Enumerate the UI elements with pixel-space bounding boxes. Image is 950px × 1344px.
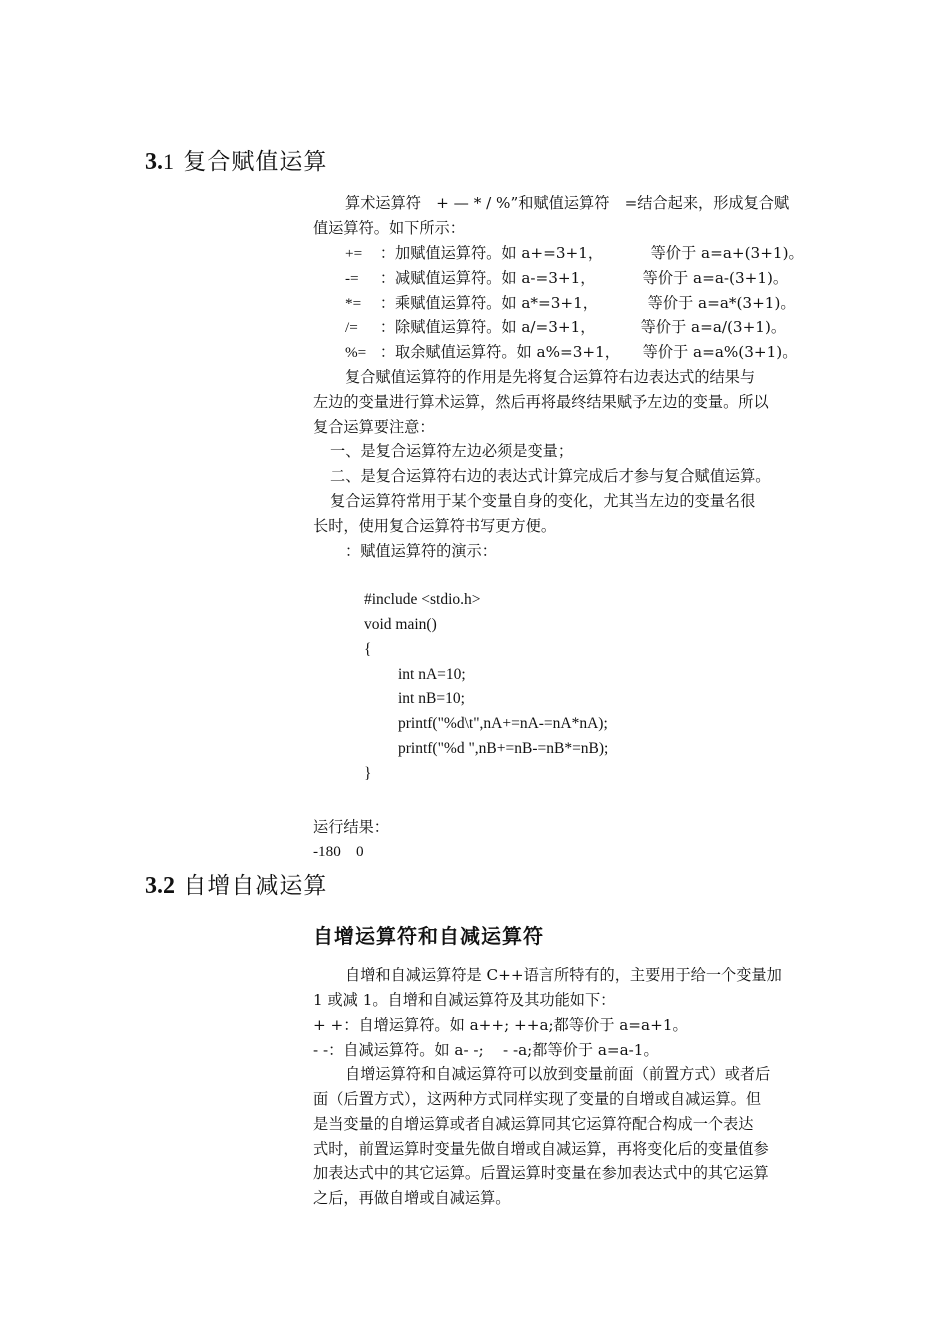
demo-label: ：赋值运算符的演示：	[345, 542, 497, 560]
operator-row	[345, 342, 797, 363]
decrement-line: - -：自减运算符。如 a- -; - -a;都等价于 a=a-1。	[313, 1041, 659, 1059]
operator-desc: ：取余赋值运算符。如 a%=3+1，	[379, 343, 620, 361]
operator-desc: ：乘赋值运算符。如 a*=3+1，	[379, 294, 598, 312]
code-line: }	[364, 765, 372, 782]
operator-row	[345, 293, 796, 314]
subsection-heading: 自增运算符和自减运算符	[313, 924, 544, 948]
operator-row	[345, 243, 804, 264]
operator-row	[345, 317, 786, 338]
operator-equiv: 等价于 a=a%(3+1)。	[642, 343, 798, 361]
code-line: {	[364, 641, 372, 658]
para2-line-1: 复合赋值运算符的作用是先将复合运算符右边表达式的结果与	[345, 368, 756, 386]
section2-para-line: 自增运算符和自减运算符可以放到变量前面（前置方式）或者后	[345, 1065, 771, 1083]
section-number-tail: 1	[163, 149, 175, 174]
operator-equiv: 等价于 a=a*(3+1)。	[647, 294, 796, 312]
section-heading-3-2	[145, 867, 327, 900]
operator-symbol: -=	[345, 270, 359, 287]
intro-line-2: 值运算符。如下所示：	[313, 219, 465, 237]
intro-line-1: 算术运算符 + — * / %”和赋值运算符 =结合起来，形成复合赋	[345, 194, 790, 212]
result-label: 运行结果：	[313, 818, 389, 836]
code-line: int nB=10;	[398, 690, 465, 707]
operator-row	[345, 268, 788, 289]
operator-symbol: /=	[345, 319, 358, 336]
code-line: #include <stdio.h>	[364, 591, 481, 608]
section-number: 3.2	[145, 873, 175, 899]
operator-symbol: +=	[345, 245, 363, 262]
para3-line-2: 长时，使用复合运算符书写更方便。	[313, 517, 556, 535]
section2-para-line: 加表达式中的其它运算。后置运算时变量在参加表达式中的其它运算	[313, 1164, 769, 1182]
code-line: printf("%d\t",nA+=nA-=nA*nA);	[398, 715, 608, 732]
code-line: printf("%d ",nB+=nB-=nB*=nB);	[398, 740, 609, 757]
section2-para-line: 式时，前置运算时变量先做自增或自减运算，再将变化后的变量值参	[313, 1140, 769, 1158]
operator-equiv: 等价于 a=a+(3+1)。	[650, 244, 804, 262]
section2-para-line: 之后，再做自增或自减运算。	[313, 1189, 511, 1207]
code-line: void main()	[364, 616, 437, 633]
operator-symbol: *=	[345, 295, 362, 312]
para3-line-1: 复合运算符常用于某个变量自身的变化，尤其当左边的变量名很	[330, 492, 756, 510]
operator-desc: ：减赋值运算符。如 a-=3+1，	[379, 269, 596, 287]
section2-para-line: 面（后置方式），这两种方式同样实现了变量的自增或自减运算。但	[313, 1090, 762, 1108]
section-title: 复合赋值运算	[183, 149, 328, 175]
section-number: 3.	[145, 149, 163, 175]
para2-line-2: 左边的变量进行算术运算，然后再将最终结果赋予左边的变量。所以	[313, 393, 769, 411]
note-1: 一、是复合运算符左边必须是变量；	[330, 442, 573, 460]
operator-equiv: 等价于 a=a/(3+1)。	[640, 318, 787, 336]
section-heading-3-1	[145, 143, 327, 176]
section-title: 自增自减运算	[183, 873, 328, 899]
operator-desc: ：除赋值运算符。如 a/=3+1，	[379, 318, 596, 336]
para2-line-3: 复合运算要注意：	[313, 418, 435, 436]
section2-intro-line-2: 1 或减 1。自增和自减运算符及其功能如下：	[313, 991, 616, 1009]
code-line: int nA=10;	[398, 666, 466, 683]
note-2: 二、是复合运算符右边的表达式计算完成后才参与复合赋值运算。	[330, 467, 771, 485]
operator-symbol: %=	[345, 344, 367, 361]
result-value: -180 0	[313, 843, 364, 860]
section2-intro-line-1: 自增和自减运算符是 C++语言所特有的，主要用于给一个变量加	[345, 966, 782, 984]
operator-desc: ：加赋值运算符。如 a+=3+1，	[379, 244, 604, 262]
increment-line: + +：自增运算符。如 a++; ++a;都等价于 a=a+1。	[313, 1016, 688, 1034]
operator-equiv: 等价于 a=a-(3+1)。	[642, 269, 789, 287]
section2-para-line: 是当变量的自增运算或者自减运算同其它运算符配合构成一个表达	[313, 1115, 754, 1133]
